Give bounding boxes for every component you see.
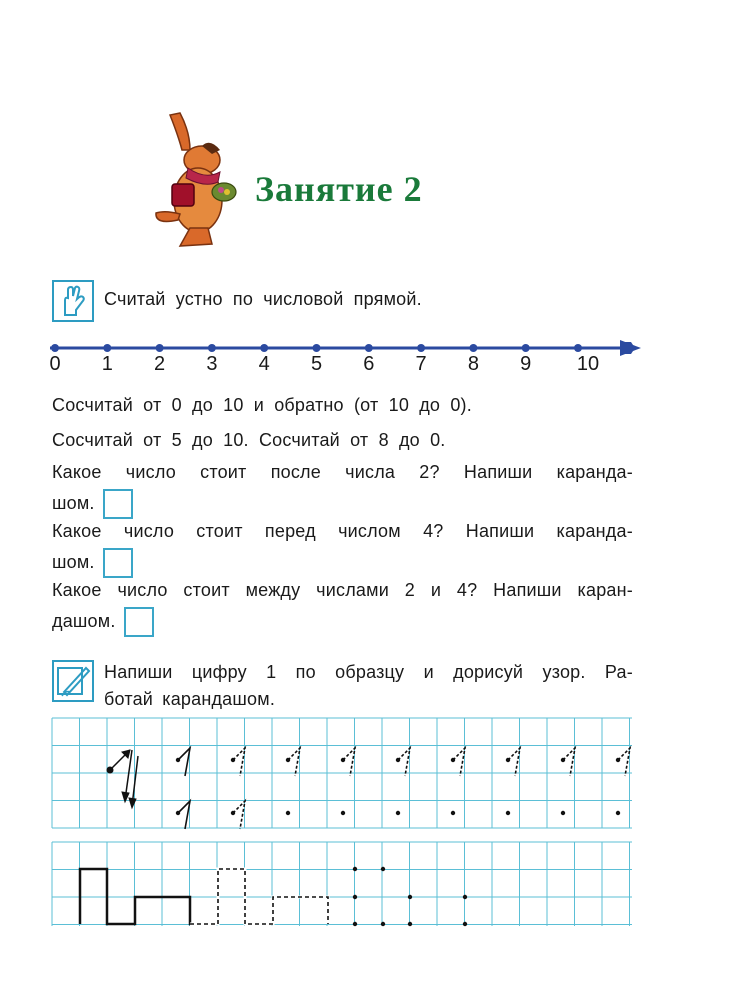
- word: стоит: [200, 462, 247, 482]
- number-line-label: 10: [576, 353, 600, 375]
- digit-one-sample: [341, 748, 355, 776]
- answer-box-2[interactable]: [103, 548, 133, 578]
- digit-one-sample: [176, 748, 190, 776]
- word: Напиши: [493, 580, 562, 600]
- word: Какое: [52, 521, 102, 541]
- number-line-label: 0: [49, 353, 61, 375]
- question-1-line2: шом.: [52, 492, 95, 513]
- word: стоит: [196, 521, 243, 541]
- word: Напиши: [104, 662, 173, 682]
- kangaroo-illustration: [150, 110, 240, 250]
- number-line-label: 1: [101, 353, 113, 375]
- word: число: [117, 580, 168, 600]
- pattern-grid[interactable]: [52, 842, 632, 926]
- word: Какое: [52, 462, 102, 482]
- word: числа: [345, 462, 396, 482]
- number-line-point: [469, 344, 477, 352]
- start-dot: [506, 811, 510, 815]
- number-line-label: 2: [154, 353, 166, 375]
- task1-instruction: Считай устно по числовой прямой.: [104, 289, 422, 309]
- number-line-point: [313, 344, 321, 352]
- number-line-point: [208, 344, 216, 352]
- digit-one-sample: [506, 748, 520, 776]
- digit-writing-grid[interactable]: [52, 718, 632, 828]
- number-line-label: 8: [467, 353, 479, 375]
- number-line-label: 5: [310, 353, 323, 375]
- question-1: [52, 462, 633, 519]
- word: каран-: [577, 580, 633, 600]
- question-3: [52, 580, 633, 637]
- number-line: [45, 335, 645, 365]
- number-line-point: [417, 344, 425, 352]
- word: число: [123, 521, 175, 541]
- start-dot: [341, 811, 345, 815]
- lesson-title: Занятие 2: [255, 169, 423, 209]
- word: узор.: [542, 662, 586, 682]
- word: и: [423, 662, 434, 682]
- number-line-point: [156, 344, 164, 352]
- word: 4?: [423, 521, 444, 541]
- answer-box-1[interactable]: [103, 489, 133, 519]
- word: и: [430, 580, 442, 600]
- task2-instruction-line1: [104, 662, 633, 683]
- word: числами: [316, 580, 389, 600]
- start-dot: [561, 811, 565, 815]
- number-line-point: [260, 344, 268, 352]
- word: 1: [266, 662, 277, 682]
- number-line-point: [365, 344, 373, 352]
- word: 4?: [456, 580, 478, 600]
- word: каранда-: [556, 521, 633, 541]
- number-line-point: [51, 344, 59, 352]
- task2-instruction-line2: ботай карандашом.: [104, 689, 276, 709]
- question-3-line1: [52, 580, 633, 601]
- word: образцу: [335, 662, 405, 682]
- question-1-line1: [52, 462, 633, 483]
- number-line-label: 6: [363, 353, 375, 375]
- word: между: [245, 580, 301, 600]
- start-dot: [616, 811, 620, 815]
- digit-one-sample: [286, 748, 300, 776]
- start-dot: [451, 811, 455, 815]
- pencil-icon: [52, 660, 94, 702]
- digit-one-sample: [176, 801, 190, 829]
- question-2-line1: [52, 521, 633, 542]
- question-2-line2: шом.: [52, 551, 95, 572]
- answer-box-3[interactable]: [124, 607, 154, 637]
- sample-stroke-arrows: [107, 750, 138, 808]
- start-dot: [396, 811, 400, 815]
- question-3-line2: дашом.: [52, 610, 116, 631]
- digit-one-sample: [396, 748, 410, 776]
- word: Какое: [52, 580, 102, 600]
- number-line-label: 4: [258, 353, 270, 375]
- count-instruction-2: Сосчитай от 5 до 10. Сосчитай от 8 до 0.: [52, 430, 446, 450]
- number-line-point: [574, 344, 582, 352]
- count-instruction-1: Сосчитай от 0 до 10 и обратно (от 10 до 0).: [52, 395, 472, 415]
- word: число: [125, 462, 176, 482]
- start-dot: [286, 811, 290, 815]
- number-line-label: 9: [520, 353, 532, 375]
- number-line-point: [522, 344, 530, 352]
- word: дорисуй: [453, 662, 524, 682]
- digit-one-sample: [561, 748, 575, 776]
- word: стоит: [183, 580, 230, 600]
- word: Напиши: [463, 462, 533, 482]
- hand-icon: [52, 280, 94, 322]
- digit-one-samples: [176, 748, 630, 829]
- word: числом: [338, 521, 401, 541]
- question-2: [52, 521, 633, 578]
- digit-one-sample: [231, 801, 245, 829]
- word: по: [295, 662, 316, 682]
- word: каранда-: [556, 462, 633, 482]
- word: Ра-: [604, 662, 633, 682]
- digit-one-sample: [616, 748, 630, 776]
- digit-one-sample: [231, 748, 245, 776]
- word: после: [270, 462, 321, 482]
- digit-one-sample: [451, 748, 465, 776]
- number-line-point: [103, 344, 111, 352]
- number-line-label: 3: [206, 353, 218, 375]
- word: Напиши: [465, 521, 535, 541]
- task2-instruction: [104, 662, 633, 710]
- number-line-label: 7: [415, 353, 427, 375]
- word: перед: [264, 521, 316, 541]
- word: 2?: [419, 462, 440, 482]
- word: цифру: [191, 662, 247, 682]
- word: 2: [404, 580, 415, 600]
